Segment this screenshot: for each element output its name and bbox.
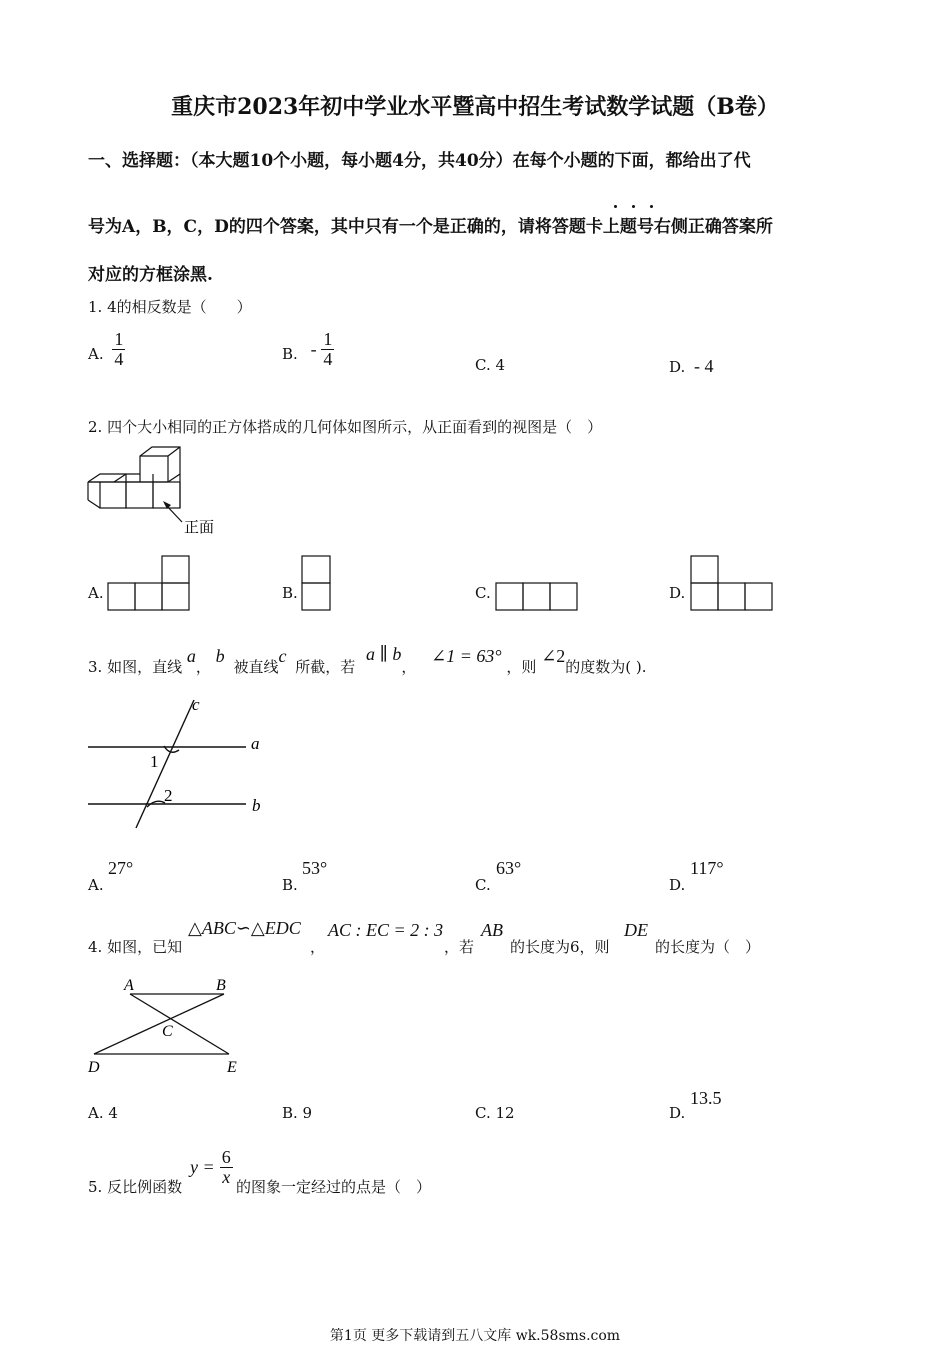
front-label: 正面 [184,520,215,536]
label-a: a [251,734,260,753]
q2-cube-figure [86,444,236,540]
q3-option-a-value: 27° [108,858,134,878]
question-3-stem: 3. 如图，直线 a， b 被直线c 所截，若 a ∥ b， ∠1 = 63° ，则 ∠2的度数为( ). [88,644,647,676]
emphasis-dot [632,205,635,208]
q4-option-b: B. 9 [282,1104,313,1122]
q1-option-b: B. - $\frac{1}{4}$ [282,329,333,369]
label-angle-1: 1 [150,752,159,771]
q2-option-c-label: C. [475,584,491,602]
q1-option-d: D. - 4 [669,356,714,376]
q3-option-d-label: D. [669,876,686,894]
q1-option-a: A. $\frac{1}{4}$ [88,329,124,369]
section-instruction-line3: 对应的方框涂黑. [88,265,213,285]
q4-if: ，若 [444,938,475,956]
section-instruction-line1: 一、选择题：（本大题10个小题，每小题4分，共40分）在每个小题的下面，都给出了代 [88,151,751,171]
vertex-C: C [162,1023,173,1040]
q1-option-c: C. 4 [475,356,506,374]
q4-option-d-label: D. [669,1104,686,1122]
page-footer: 第1页 更多下载请到五八文库 wk.58sms.com [329,1328,621,1344]
q4-end: 的长度为（ ） [655,938,761,956]
q4-option-a: A. 4 [88,1104,118,1122]
question-4-stem-prefix: 4. 如图，已知 [88,938,183,956]
q4-comma: ， [310,938,326,956]
question-5-stem-end: 的图象一定经过的点是（ ） [236,1178,432,1196]
q4-triangle-figure [86,974,256,1078]
q2-option-b-label: B. [282,584,298,602]
question-2-stem: 2. 四个大小相同的正方体搭成的几何体如图所示，从正面看到的视图是（ ） [88,418,603,436]
q4-option-d-value: 13.5 [690,1088,722,1108]
emphasis-dot [650,205,653,208]
vertex-D: D [88,1059,100,1076]
q3-option-b-value: 53° [302,858,328,878]
label-c: c [192,695,200,714]
q2-option-a-label: A. [88,584,104,602]
label-angle-2: 2 [164,786,173,805]
q4-length-text: 的长度为6，则 [510,938,610,956]
q4-option-c: C. 12 [475,1104,515,1122]
q2-option-c-figure [495,582,579,612]
q4-ratio-expr: AC : EC = 2 : 3 [328,920,444,940]
question-5-stem-prefix: 5. 反比例函数 [88,1178,183,1196]
vertex-A: A [124,977,134,994]
q5-function-expr: y = $\frac{6}{x}$ [190,1147,231,1187]
q3-option-a-label: A. [88,876,104,894]
section-instruction-line2: 号为A，B，C，D的四个答案，其中只有一个是正确的，请将答题卡上题号右侧正确答案所 [88,217,773,237]
q4-de: DE [624,920,648,940]
question-1-stem: 1. 4的相反数是（ ） [88,298,252,316]
q3-option-c-value: 63° [496,858,522,878]
emphasis-dot [614,205,617,208]
q2-option-d-label: D. [669,584,686,602]
q4-similar-expr: △ABC∽△EDC [188,918,301,938]
vertex-B: B [216,977,226,994]
q2-option-b-figure [301,555,332,612]
q4-ab: AB [481,920,503,940]
q3-option-b-label: B. [282,876,298,894]
page-title: 重庆市2023年初中学业水平暨高中招生考试数学试题（B卷） [171,94,779,120]
q3-parallel-lines-figure [86,694,276,834]
label-b: b [252,796,261,815]
q3-option-c-label: C. [475,876,491,894]
vertex-E: E [227,1059,237,1076]
q2-option-d-figure [690,555,774,612]
q3-option-d-value: 117° [690,858,724,878]
q2-option-a-figure [107,555,191,612]
